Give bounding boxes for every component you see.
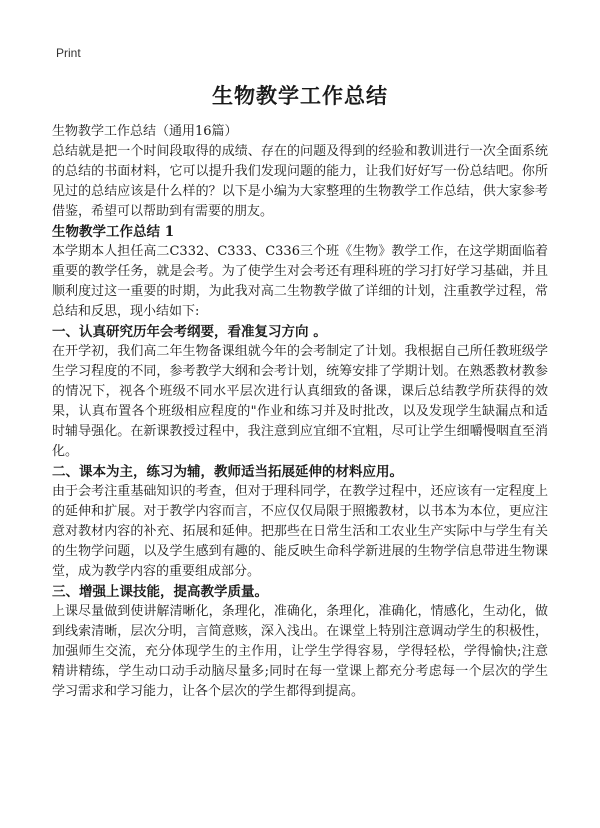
document-subtitle: 生物教学工作总结（通用16篇） (52, 124, 238, 139)
point-1-paragraph: 在开学初，我们高二年生物备课组就今年的会考制定了计划。我根据自己所任教班级学生学习程度的不同，参考教学大纲和会考计划，统筹安排了学期计划。在熟悉教材教参的情况下，视各个班级不同水平层次进行认真细致的备课，课后总结教学所获得的效果，认真布置各个班级相应程度的"作业和练习并及时批改，以及发现学生缺漏点和适时辅导强化。在新课教授过程中，我注意到应宜细不宜粗，尽可让学生细嚼慢咽直至消化。 (52, 344, 548, 459)
point-3-heading: 三、增强上课技能，提高教学质量。 (52, 584, 268, 600)
page-title: 生物教学工作总结 (212, 83, 388, 108)
point-1-heading: 一、认真研究历年会考纲要，看准复习方向 。 (52, 324, 327, 340)
point-3-paragraph: 上课尽量做到使讲解清晰化，条理化，准确化，条理化，准确化，情感化，生动化，做到线索清晰，层次分明，言简意赅，深入浅出。在课堂上特别注意调动学生的积极性，加强师生交流，充分体现学生的主作用，让学生学得容易，学得轻松，学得愉快;注意精讲精练，学生动口动手动脑尽量多;同时在每一堂课上都充分考虑每一个层次的学生学习需求和学习能力，让各个层次的学生都得到提高。 (52, 604, 548, 699)
print-link[interactable]: Print (56, 46, 81, 60)
intro-paragraph: 总结就是把一个时间段取得的成绩、存在的问题及得到的经验和教训进行一次全面系统的总结的书面材料，它可以提升我们发现问题的能力，让我们好好写一份总结吧。你所见过的总结应该是什么样的？以下是小编为大家整理的生物教学工作总结，供大家参考借鉴，希望可以帮助到有需要的朋友。 (52, 144, 548, 219)
point-2-paragraph: 由于会考注重基础知识的考查，但对于理科同学，在教学过程中，还应该有一定程度上的延伸和扩展。对于教学内容而言，不应仅仅局限于照搬教材，以书本为本位，更应注意对教材内容的补充、拓展和延伸。把那些在日常生活和工农业生产实际中与学生有关的生物学问题，以及学生感到有趣的、能反映生命科学新进展的生物学信息带进生物课堂，成为教学内容的重要组成部分。 (52, 484, 548, 579)
section-1-heading: 生物教学工作总结 1 (52, 224, 175, 240)
section-1-paragraph: 本学期本人担任高二C332、C333、C336三个班《生物》教学工作，在这学期面临着重要的教学任务，就是会考。为了使学生对会考还有理科班的学习打好学习基础，并且顺利度过这一重要的时期，为此我对高二生物教学做了详细的计划，注重教学过程，常总结和反思，现小结如下: (52, 244, 548, 319)
point-2-heading: 二、课本为主，练习为辅，教师适当拓展延伸的材料应用。 (52, 464, 403, 480)
